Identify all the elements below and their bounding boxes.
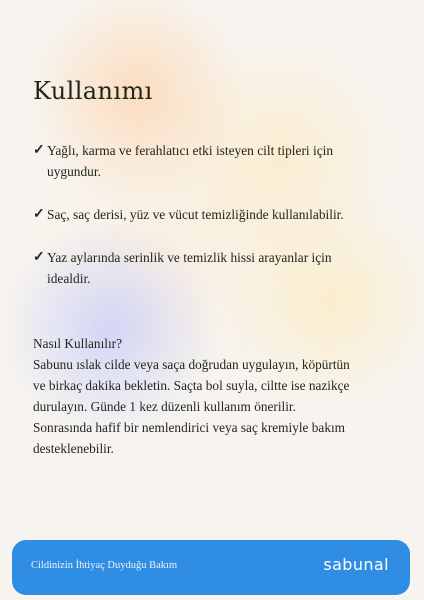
usage-line: desteklenebilir.: [33, 441, 114, 456]
benefit-item: [33, 140, 393, 182]
usage-line: Sabunu ıslak cilde veya saça doğrudan uygulayın, köpürtün: [33, 357, 350, 372]
benefit-line: idealdir.: [47, 271, 91, 286]
usage-instructions: [33, 333, 397, 459]
benefit-line: Saç, saç derisi, yüz ve vücut temizliğinde kullanılabilir.: [47, 207, 344, 222]
checkmark-icon: ✓: [33, 207, 45, 222]
benefit-line: uygundur.: [47, 164, 101, 179]
usage-line: durulayın. Günde 1 kez düzenli kullanım önerilir.: [33, 399, 296, 414]
benefit-text: [47, 247, 393, 289]
benefit-item: [33, 247, 393, 289]
main-content: [33, 76, 393, 311]
benefit-line: Yağlı, karma ve ferahlatıcı etki isteyen cilt tipleri için: [47, 143, 334, 158]
benefit-item: [33, 204, 393, 225]
benefit-text: [47, 140, 393, 182]
benefit-line: Yaz aylarında serinlik ve temizlik hissi arayanlar için: [47, 250, 332, 265]
benefit-text: [47, 204, 393, 225]
benefits-list: [33, 140, 393, 289]
usage-line: ve birkaç dakika bekletin. Saçta bol suyla, ciltte ise nazikçe: [33, 378, 350, 393]
checkmark-icon: ✓: [33, 250, 45, 265]
usage-heading: Nasıl Kullanılır?: [33, 336, 122, 351]
brand-logo: sabunal: [323, 555, 389, 574]
page-title: Kullanımı: [33, 77, 153, 105]
footer-tagline: Cildinizin İhtiyaç Duyduğu Bakım: [31, 560, 178, 571]
usage-line: Sonrasında hafif bir nemlendirici veya saç kremiyle bakım: [33, 420, 346, 435]
footer-banner: [12, 540, 410, 595]
checkmark-icon: ✓: [33, 143, 45, 158]
